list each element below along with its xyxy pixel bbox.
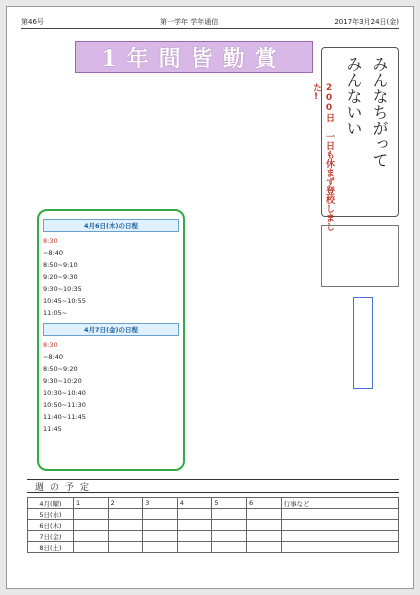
schedule-cell bbox=[281, 531, 398, 542]
schedule-cell bbox=[246, 542, 281, 553]
perfect-attendance-box bbox=[353, 297, 373, 389]
schedule-time: 9:30~10:20 bbox=[43, 377, 82, 385]
schedule-cell bbox=[108, 542, 143, 553]
schedule-time: 8:50~9:20 bbox=[43, 365, 78, 373]
schedule-time: 8:30 bbox=[43, 341, 58, 349]
schedule-cell bbox=[281, 509, 398, 520]
schedule-time: 8:50~9:10 bbox=[43, 261, 78, 269]
schedule-cell bbox=[108, 509, 143, 520]
schedule-table-row bbox=[28, 520, 399, 531]
schedule-cell bbox=[74, 542, 109, 553]
schedule-table-row bbox=[28, 509, 399, 520]
schedule-cell: 4月(曜) bbox=[28, 498, 74, 509]
schedule-time: 10:45~10:55 bbox=[43, 297, 86, 305]
schedule-cell bbox=[143, 531, 178, 542]
newsletter-name: 第一学年 学年通信 bbox=[160, 17, 219, 26]
schedule-row bbox=[43, 283, 179, 295]
schedule-cell: 6 bbox=[246, 498, 281, 509]
schedule-cell bbox=[74, 531, 109, 542]
schedule-cell bbox=[177, 509, 212, 520]
schedule-row bbox=[43, 375, 179, 387]
schedule-time: 10:50~11:30 bbox=[43, 401, 86, 409]
schedule-time: 9:30~10:35 bbox=[43, 285, 82, 293]
schedule-cell: 8日(土) bbox=[28, 542, 74, 553]
schedule-table-row bbox=[28, 531, 399, 542]
schedule-cell bbox=[212, 542, 247, 553]
schedule-cell bbox=[143, 542, 178, 553]
schedule-cell: 3 bbox=[143, 498, 178, 509]
attendance-columns bbox=[197, 213, 321, 465]
schedule-cell bbox=[281, 520, 398, 531]
schedule-cell: 5 bbox=[212, 498, 247, 509]
schedule-time: 11:40~11:45 bbox=[43, 413, 86, 421]
schedule-heading-day2: 4月7日(金)の日程 bbox=[43, 323, 179, 336]
schedule-cell: 5日(水) bbox=[28, 509, 74, 520]
schedule-cell bbox=[108, 531, 143, 542]
schedule-cell bbox=[246, 531, 281, 542]
schedule-cell bbox=[212, 509, 247, 520]
header-line bbox=[21, 15, 399, 29]
title-banner bbox=[75, 41, 313, 73]
schedule-row bbox=[43, 271, 179, 283]
schedule-row bbox=[43, 247, 179, 259]
schedule-cell bbox=[212, 520, 247, 531]
award-name-columns bbox=[23, 81, 223, 185]
schedule-cell bbox=[177, 520, 212, 531]
issue-date: 2017年3月24日(金) bbox=[334, 17, 399, 26]
schedule-row bbox=[43, 387, 179, 399]
catchphrase-line1: みんなちがって bbox=[370, 56, 389, 168]
schedule-table-row bbox=[28, 498, 399, 509]
schedule-rows-day2 bbox=[43, 339, 179, 435]
schedule-time: 11:45 bbox=[43, 425, 62, 433]
newsletter-page bbox=[6, 6, 414, 589]
schedule-cell: 2 bbox=[108, 498, 143, 509]
schedule-time: ~8:40 bbox=[43, 249, 64, 257]
first-days-schedule bbox=[37, 209, 185, 471]
weekly-schedule-title: 週の予定 bbox=[27, 479, 399, 493]
schedule-time: 10:30~10:40 bbox=[43, 389, 86, 397]
schedule-row bbox=[43, 307, 179, 319]
schedule-cell bbox=[212, 531, 247, 542]
schedule-cell bbox=[143, 509, 178, 520]
schedule-cell: 6日(木) bbox=[28, 520, 74, 531]
issue-number: 第46号 bbox=[21, 17, 44, 26]
schedule-cell bbox=[177, 542, 212, 553]
schedule-heading-day1: 4月6日(木)の日程 bbox=[43, 219, 179, 232]
schedule-row bbox=[43, 411, 179, 423]
schedule-row bbox=[43, 235, 179, 247]
schedule-cell bbox=[281, 542, 398, 553]
schedule-cell: 1 bbox=[74, 498, 109, 509]
schedule-time: 8:30 bbox=[43, 237, 58, 245]
weekly-schedule-table bbox=[27, 497, 399, 553]
schedule-time: 9:20~9:30 bbox=[43, 273, 78, 281]
schedule-cell bbox=[74, 520, 109, 531]
catchphrase-line2: みんないい bbox=[344, 56, 363, 136]
schedule-row bbox=[43, 259, 179, 271]
schedule-cell bbox=[246, 520, 281, 531]
schedule-row bbox=[43, 351, 179, 363]
schedule-row bbox=[43, 399, 179, 411]
schedule-cell bbox=[143, 520, 178, 531]
schedule-cell bbox=[177, 531, 212, 542]
schedule-row bbox=[43, 423, 179, 435]
schedule-rows-day1 bbox=[43, 235, 179, 319]
schedule-row bbox=[43, 339, 179, 351]
schedule-time: ~8:40 bbox=[43, 353, 64, 361]
school-info-box bbox=[321, 225, 399, 287]
schedule-cell: 7日(金) bbox=[28, 531, 74, 542]
schedule-cell: 行事など bbox=[281, 498, 398, 509]
schedule-cell bbox=[74, 509, 109, 520]
schedule-row bbox=[43, 295, 179, 307]
banner-title: 1年間皆勤賞 bbox=[101, 45, 287, 72]
schedule-time: 11:05~ bbox=[43, 309, 68, 317]
bottom-note bbox=[375, 299, 399, 429]
schedule-cell bbox=[108, 520, 143, 531]
schedule-table-row bbox=[28, 542, 399, 553]
schedule-cell bbox=[246, 509, 281, 520]
article-text bbox=[229, 81, 313, 207]
schedule-row bbox=[43, 363, 179, 375]
schedule-cell: 4 bbox=[177, 498, 212, 509]
red-headline: 200日 一日も休まず登校しました! bbox=[311, 83, 334, 231]
